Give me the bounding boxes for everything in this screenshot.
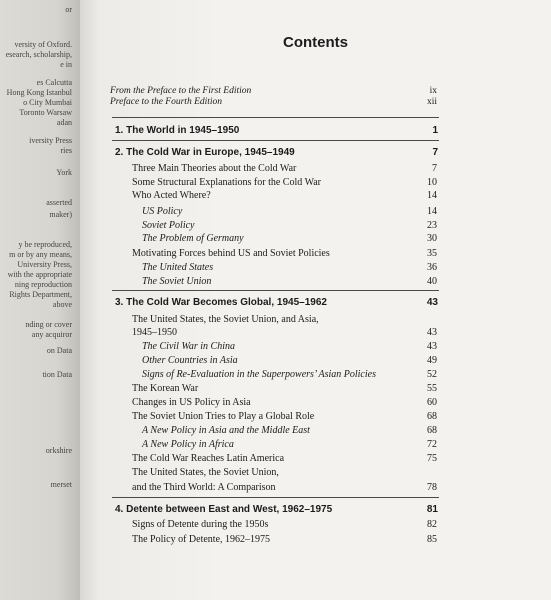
toc-entry-title: 3. The Cold War Becomes Global, 1945–1962 (115, 297, 327, 308)
toc-entry-page: 81 (426, 504, 438, 515)
toc-entry-title: US Policy (142, 206, 183, 217)
toc-entry (80, 424, 551, 437)
toc-entry-title: Changes in US Policy in Asia (132, 397, 251, 408)
left-page-text-fragment: nding or cover (25, 320, 72, 329)
toc-entry-title: Three Main Theories about the Cold War (132, 163, 297, 174)
section-rule (112, 140, 439, 141)
toc-entry (80, 466, 551, 479)
toc-entry-page: 43 (427, 341, 437, 352)
toc-entry-page: 55 (427, 383, 437, 394)
toc-entry-page: 49 (427, 355, 437, 366)
left-page-text-fragment: merset (50, 480, 72, 489)
toc-entry-page: 60 (427, 397, 437, 408)
toc-entry-title: Soviet Policy (142, 220, 195, 231)
toc-entry-page: 30 (427, 233, 437, 244)
toc-entry (80, 438, 551, 451)
toc-entry (80, 452, 551, 465)
toc-entry-title: Signs of Detente during the 1950s (132, 519, 269, 530)
toc-entry-page: 82 (427, 519, 437, 530)
toc-entry-title: The Soviet Union (142, 276, 212, 287)
toc-entry-page: 78 (427, 482, 437, 493)
left-page-text-fragment: asserted (46, 198, 72, 207)
section-rule (112, 497, 439, 498)
toc-entry-page: ix (429, 86, 437, 96)
left-page-text-fragment: Toronto Warsaw (19, 108, 72, 117)
toc-entry-page: 7 (432, 163, 437, 174)
toc-entry-page: 7 (432, 147, 438, 158)
left-page-text-fragment: adan (56, 118, 72, 127)
left-page-text-fragment: Hong Kong Istanbul (6, 88, 72, 97)
toc-entry-title: The Policy of Detente, 1962–1975 (132, 534, 271, 545)
section-rule (112, 117, 439, 118)
toc-entry (80, 275, 551, 288)
left-page-text-fragment: m or by any means, (9, 250, 72, 259)
toc-entry-title: The Soviet Union Tries to Play a Global Role (132, 411, 315, 422)
toc-entry (80, 162, 551, 175)
section-rule (112, 290, 439, 291)
toc-entry-page: 14 (427, 206, 437, 217)
toc-entry (80, 205, 551, 218)
toc-entry (80, 533, 551, 546)
toc-entry-title: 1. The World in 1945–1950 (115, 125, 240, 136)
left-page-text-fragment: y be reproduced, (18, 240, 72, 249)
left-page-text-fragment: York (56, 168, 72, 177)
toc-entry-page: xii (426, 97, 437, 107)
toc-entry (80, 368, 551, 381)
toc-entry (80, 189, 551, 202)
toc-entry (80, 313, 551, 326)
left-page-text-fragment: any acquiror (31, 330, 72, 339)
left-page-text-fragment: tion Data (42, 370, 72, 379)
toc-entry-title: Motivating Forces behind US and Soviet Policies (132, 248, 330, 259)
toc-entry-page: 23 (427, 220, 437, 231)
previous-page-edge (0, 0, 80, 600)
toc-entry-page: 1 (432, 125, 438, 136)
toc-entry (80, 326, 551, 339)
toc-entry-title: Signs of Re-Evaluation in the Superpowers’ Asian Policies (142, 369, 376, 380)
left-page-text-fragment: o City Mumbai (23, 98, 72, 107)
toc-entry-title: The United States, the Soviet Union, (132, 467, 279, 478)
left-page-text-fragment: es Calcutta (36, 78, 72, 87)
toc-entry-title: 1945–1950 (132, 327, 177, 338)
left-page-text-fragment: versity of Oxford. (14, 40, 72, 49)
toc-entry-page: 52 (427, 369, 437, 380)
left-page-text-fragment: ries (60, 146, 72, 155)
toc-entry-title: A New Policy in Asia and the Middle East (142, 425, 310, 436)
toc-entry (80, 261, 551, 274)
left-page-text-fragment: maker) (49, 210, 72, 219)
toc-chapter-entry (80, 503, 551, 516)
toc-entry-title: Some Structural Explanations for the Cold War (132, 177, 321, 188)
toc-entry-title: 2. The Cold War in Europe, 1945–1949 (115, 147, 295, 158)
toc-entry-title: The Problem of Germany (142, 233, 244, 244)
toc-entry (80, 340, 551, 353)
toc-entry-page: 85 (427, 534, 437, 545)
toc-chapter-entry (80, 124, 551, 137)
toc-chapter-entry (80, 296, 551, 309)
left-page-text-fragment: Rights Department, (9, 290, 72, 299)
toc-entry-title: The Korean War (132, 383, 199, 394)
toc-entry (80, 176, 551, 189)
toc-entry-title: The United States (142, 262, 214, 273)
toc-entry-page: 40 (427, 276, 437, 287)
toc-entry (80, 518, 551, 531)
toc-entry-page: 36 (427, 262, 437, 273)
left-page-text-fragment: e in (60, 60, 72, 69)
toc-entry (80, 247, 551, 260)
toc-entry-title: From the Preface to the First Edition (110, 86, 252, 96)
toc-entry (80, 232, 551, 245)
toc-entry-page: 43 (427, 327, 437, 338)
left-page-text-fragment: iversity Press (29, 136, 72, 145)
toc-entry-title: 4. Detente between East and West, 1962–1975 (115, 504, 333, 515)
toc-entry (80, 219, 551, 232)
toc-entry (80, 396, 551, 409)
toc-entry-page: 68 (427, 425, 437, 436)
toc-entry-title: A New Policy in Africa (142, 439, 234, 450)
left-page-text-fragment: with the appropriate (7, 270, 72, 279)
toc-entry-title: The Cold War Reaches Latin America (132, 453, 285, 464)
toc-preface-entry (80, 96, 551, 109)
toc-entry-page: 43 (426, 297, 438, 308)
toc-entry-title: and the Third World: A Comparison (132, 482, 276, 493)
toc-entry-page: 10 (427, 177, 437, 188)
toc-entry-title: Who Acted Where? (132, 190, 211, 201)
left-page-text-fragment: esearch, scholarship, (5, 50, 72, 59)
left-page-text-fragment: ning reproduction (14, 280, 72, 289)
page-title: Contents (283, 34, 348, 51)
left-page-text-fragment: on Data (46, 346, 72, 355)
toc-entry-title: The Civil War in China (142, 341, 235, 352)
toc-entry-page: 68 (427, 411, 437, 422)
toc-entry-page: 72 (427, 439, 437, 450)
left-page-text-fragment: above (52, 300, 72, 309)
toc-entry-title: Preface to the Fourth Edition (110, 97, 223, 107)
toc-entry (80, 382, 551, 395)
toc-entry-page: 14 (427, 190, 437, 201)
toc-entry (80, 481, 551, 494)
contents-page (80, 0, 551, 600)
toc-entry (80, 354, 551, 367)
left-page-text-fragment: or (65, 5, 72, 14)
toc-entry-title: Other Countries in Asia (142, 355, 238, 366)
toc-entry-page: 35 (427, 248, 437, 259)
toc-entry-page: 75 (427, 453, 437, 464)
toc-entry (80, 410, 551, 423)
toc-entry-title: The United States, the Soviet Union, and Asia, (132, 314, 319, 325)
left-page-text-fragment: University Press, (17, 260, 72, 269)
toc-chapter-entry (80, 146, 551, 159)
left-page-text-fragment: orkshire (45, 446, 72, 455)
